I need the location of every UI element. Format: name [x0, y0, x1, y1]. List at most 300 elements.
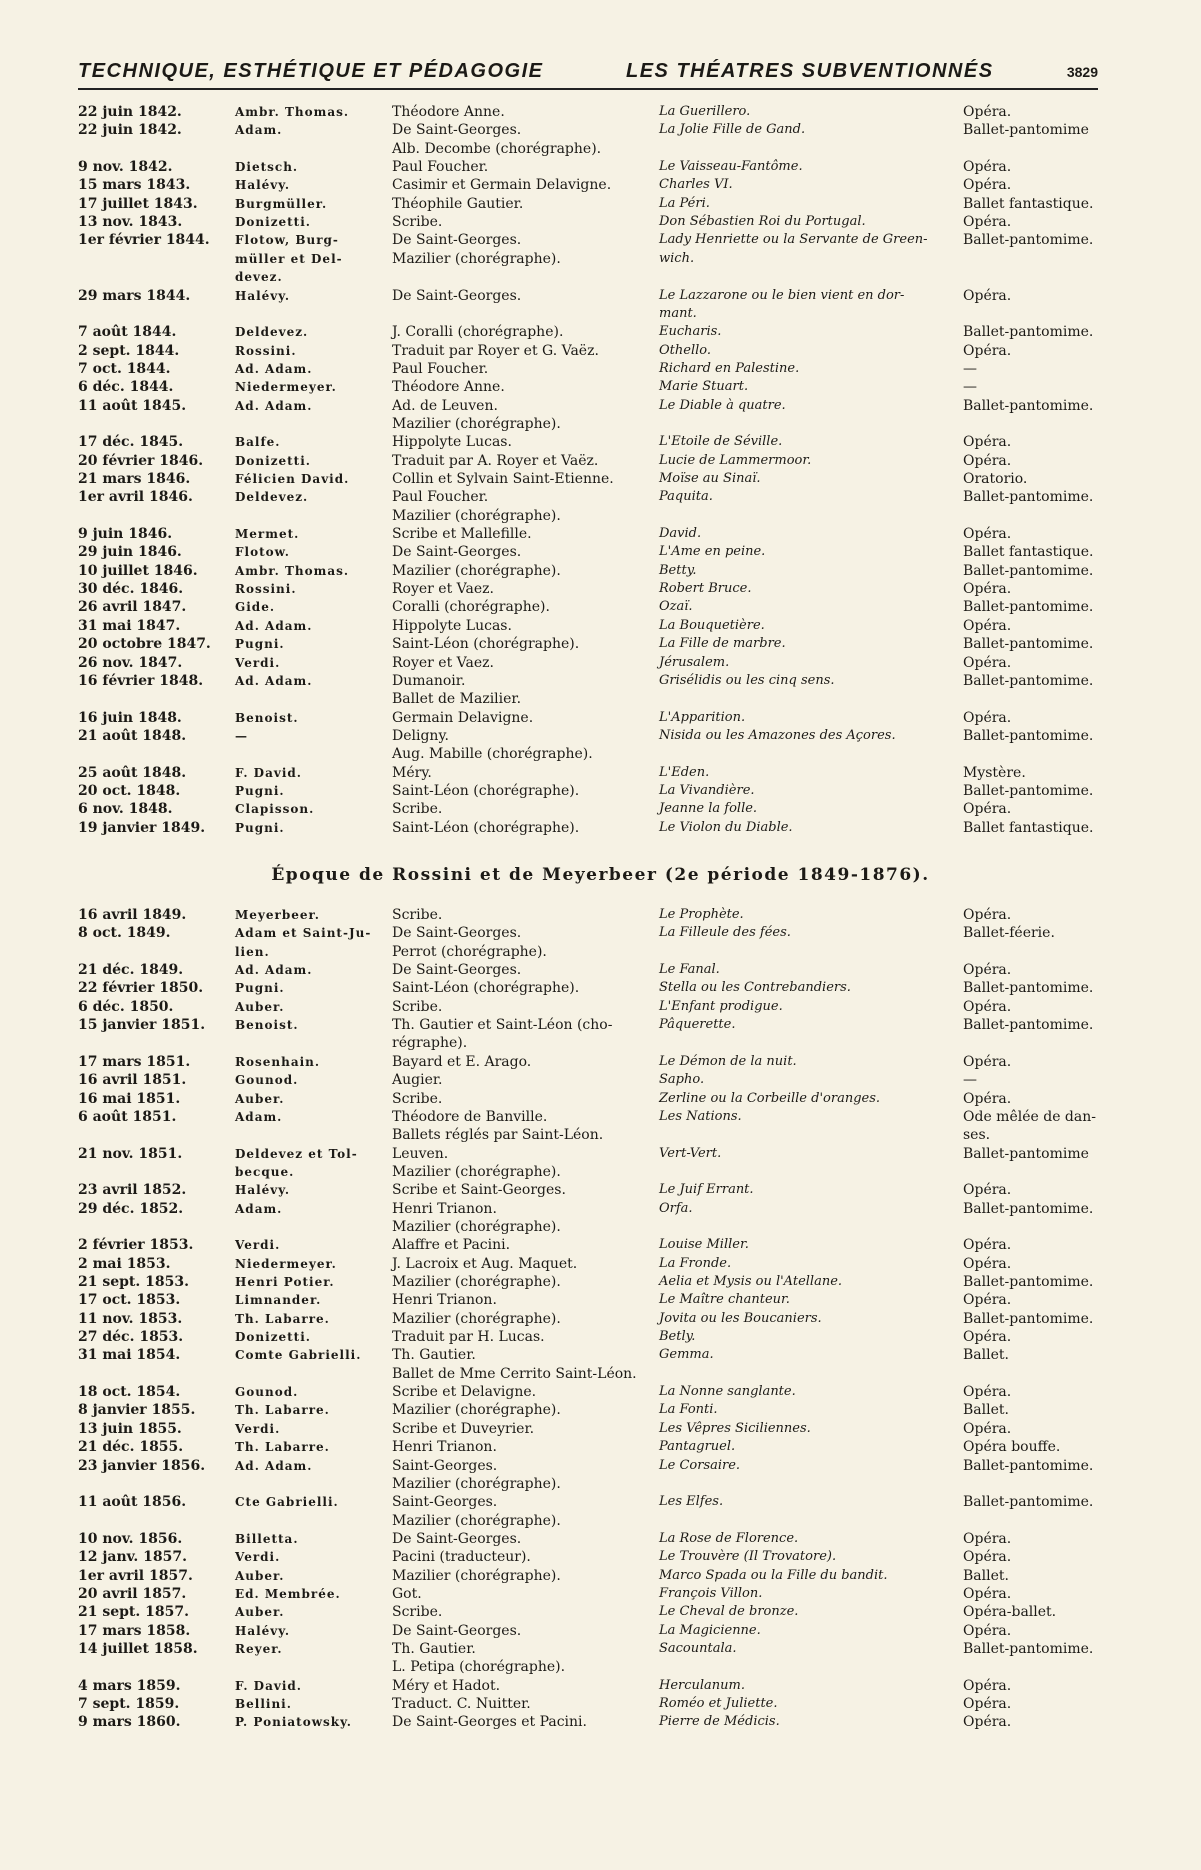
author-cell: Hippolyte Lucas.	[392, 434, 512, 451]
composer-cell: Billetta.	[235, 1531, 299, 1546]
table-row	[0, 324, 1201, 342]
composer-cell: Reyer.	[235, 1642, 283, 1656]
date-cell: 7 oct. 1844.	[78, 360, 171, 377]
date-cell: 17 mars 1858.	[78, 1622, 191, 1639]
composer-cell: Auber.	[235, 1568, 285, 1583]
genre-cell: Opéra.	[963, 287, 1012, 304]
author-cell: Scribe.	[392, 1604, 443, 1621]
title-cell: Lucie de Lammermoor.	[659, 452, 812, 468]
genre-cell: Ballet fantastique.	[963, 544, 1094, 561]
date-cell: 16 juin 1848.	[78, 709, 182, 726]
composer-cell: Th. Labarre.	[235, 1311, 330, 1326]
section-title: Époque de Rossini et de Meyerbeer (2e période 1849-1876).	[271, 865, 930, 885]
genre-cell: Mystère.	[963, 764, 1026, 781]
genre-cell: Ballet-pantomime.	[963, 1200, 1094, 1217]
table-row	[0, 1623, 1201, 1641]
composer-cell: Verdi.	[235, 1238, 281, 1253]
date-cell: 23 janvier 1856.	[78, 1457, 206, 1474]
table-row	[0, 1678, 1201, 1696]
composer-cell: Henri Potier.	[235, 1275, 335, 1289]
author-cell: De Saint-Georges.	[392, 925, 522, 942]
author-cell: Mazilier (chorégraphe).	[392, 415, 561, 432]
author-cell: Ballet de Mazilier.	[392, 691, 522, 708]
author-cell: Mazilier (chorégraphe).	[392, 250, 561, 267]
date-cell: 19 janvier 1849.	[78, 819, 206, 836]
title-cell: Moïse au Sinaï.	[659, 471, 761, 486]
title-cell: La Rose de Florence.	[659, 1530, 799, 1546]
author-cell: Saint-Léon (chorégraphe).	[392, 782, 580, 799]
table-row	[0, 1017, 1201, 1035]
composer-cell: Rosenhain.	[235, 1054, 321, 1069]
table-row	[0, 636, 1201, 654]
author-cell: L. Petipa (chorégraphe).	[392, 1659, 566, 1676]
table-row	[0, 1641, 1201, 1659]
title-cell: Aelia et Mysis ou l'Atellane.	[659, 1274, 843, 1289]
genre-cell: Ballet-féerie.	[963, 925, 1055, 942]
author-cell: Saint-Georges.	[392, 1457, 498, 1474]
table-row	[0, 122, 1201, 140]
genre-cell: Ballet-pantomime.	[963, 232, 1094, 249]
date-cell: 1er février 1844.	[78, 232, 210, 249]
author-cell: Scribe et Saint-Georges.	[392, 1182, 566, 1199]
date-cell: 20 février 1846.	[78, 452, 204, 469]
composer-cell: Donizetti.	[235, 453, 311, 468]
genre-cell: Opéra.	[963, 801, 1012, 818]
composer-cell: Cte Gabrielli.	[235, 1495, 339, 1510]
title-cell: Le Juif Errant.	[659, 1182, 754, 1198]
composer-cell: Adam.	[235, 1109, 283, 1124]
date-cell: 26 avril 1847.	[78, 599, 187, 616]
table-row	[0, 343, 1201, 361]
table-row	[0, 1109, 1201, 1127]
date-cell: 21 déc. 1855.	[78, 1439, 184, 1456]
genre-cell: Opéra.	[963, 1549, 1012, 1566]
date-cell: 22 février 1850.	[78, 980, 204, 997]
table-row	[0, 232, 1201, 250]
title-cell: François Villon.	[659, 1585, 763, 1601]
table-row	[0, 1035, 1201, 1053]
table-row	[0, 379, 1201, 397]
title-cell: L'Etoile de Séville.	[659, 434, 783, 450]
page-number: 3829	[1066, 64, 1098, 80]
genre-cell: Opéra.	[963, 1237, 1012, 1254]
table-row	[0, 1146, 1201, 1164]
composer-cell: Rossini.	[235, 582, 297, 597]
title-cell: Lady Henriette ou la Servante de Green-	[659, 232, 928, 248]
date-cell: 17 juillet 1843.	[78, 195, 198, 212]
composer-cell: Ad. Adam.	[235, 361, 313, 376]
genre-cell: Opéra.	[963, 1696, 1012, 1713]
genre-cell: Ballet-pantomime.	[963, 636, 1094, 653]
table-row	[0, 177, 1201, 195]
composer-cell: Rossini.	[235, 343, 297, 358]
author-cell: Saint-Georges.	[392, 1494, 498, 1511]
composer-cell: Deldevez et Tol-	[235, 1146, 358, 1161]
composer-cell: Mermet.	[235, 527, 300, 542]
date-cell: 16 avril 1851.	[78, 1072, 187, 1089]
author-cell: Scribe et Duveyrier.	[392, 1420, 535, 1437]
author-cell: Scribe et Delavigne.	[392, 1384, 537, 1401]
date-cell: 2 février 1853.	[78, 1237, 194, 1254]
title-cell: Pâquerette.	[659, 1017, 736, 1033]
author-cell: Th. Gautier.	[392, 1347, 476, 1364]
table-row	[0, 1347, 1201, 1365]
author-cell: Henri Trianon.	[392, 1439, 497, 1456]
table-row	[0, 1659, 1201, 1677]
genre-cell: Opéra.	[963, 654, 1012, 671]
genre-cell: Ballet-pantomime	[963, 1145, 1089, 1162]
table-row	[0, 1439, 1201, 1457]
table-row	[0, 434, 1201, 452]
genre-cell: Opéra.	[963, 1384, 1012, 1401]
composer-cell: Limnander.	[235, 1293, 322, 1308]
table-row	[0, 306, 1201, 324]
composer-cell: Verdi.	[235, 655, 281, 670]
genre-cell: Opéra.	[963, 962, 1012, 979]
title-cell: Les Nations.	[659, 1108, 742, 1124]
genre-cell: Ballet-pantomime.	[963, 1641, 1094, 1657]
table-row	[0, 1311, 1201, 1329]
author-cell: De Saint-Georges.	[392, 1622, 522, 1639]
author-cell: Royer et Vaez.	[392, 654, 494, 671]
author-cell: Aug. Mabille (chorégraphe).	[392, 746, 593, 763]
title-cell: La Péri.	[659, 195, 710, 211]
composer-cell: Donizetti.	[235, 1330, 311, 1345]
date-cell: 26 nov. 1847.	[78, 654, 183, 671]
title-cell: Betty.	[659, 562, 697, 578]
table-row	[0, 980, 1201, 998]
genre-cell: Opéra.	[963, 1677, 1012, 1694]
composer-cell: Auber.	[235, 1605, 285, 1620]
title-cell: Le Lazzarone ou le bien vient en dor-	[659, 287, 905, 303]
table-row	[0, 1421, 1201, 1439]
author-cell: Traduct. C. Nuitter.	[392, 1696, 531, 1713]
composer-cell: F. David.	[235, 765, 302, 780]
table-row	[0, 801, 1201, 819]
date-cell: 7 août 1844.	[78, 324, 177, 341]
author-cell: Mazilier (chorégraphe).	[392, 562, 561, 579]
genre-cell: Opéra bouffe.	[963, 1439, 1061, 1456]
genre-cell: Opéra.	[963, 709, 1012, 726]
genre-cell: Ballet-pantomime.	[963, 1494, 1094, 1511]
running-header	[78, 58, 1098, 90]
table-row	[0, 196, 1201, 214]
date-cell: 23 avril 1852.	[78, 1182, 187, 1199]
composer-cell: Benoist.	[235, 710, 299, 725]
author-cell: Perrot (chorégraphe).	[392, 943, 547, 960]
date-cell: 2 sept. 1844.	[78, 342, 180, 359]
composer-cell: becque.	[235, 1164, 295, 1179]
date-cell: 9 nov. 1842.	[78, 159, 173, 176]
table-row	[0, 618, 1201, 636]
genre-cell: Opéra.	[963, 159, 1012, 176]
composer-cell: —	[235, 728, 248, 743]
date-cell: 21 nov. 1851.	[78, 1145, 183, 1162]
author-cell: Saint-Léon (chorégraphe).	[392, 636, 580, 653]
date-cell: 11 août 1845.	[78, 397, 187, 414]
genre-cell: Opéra.	[963, 342, 1012, 359]
title-cell: La Guerillero.	[659, 104, 751, 119]
date-cell: 15 mars 1843.	[78, 177, 191, 194]
table-row	[0, 1091, 1201, 1109]
table-row	[0, 1219, 1201, 1237]
genre-cell: Opéra.	[963, 526, 1012, 543]
date-cell: 14 juillet 1858.	[78, 1641, 198, 1657]
table-row	[0, 962, 1201, 980]
author-cell: Mazilier (chorégraphe).	[392, 1475, 561, 1492]
date-cell: 29 déc. 1852.	[78, 1200, 184, 1217]
genre-cell: —	[963, 360, 977, 377]
genre-cell: Ballet-pantomime.	[963, 1017, 1094, 1034]
composer-cell: Adam.	[235, 123, 283, 138]
title-cell: La Fronde.	[659, 1255, 732, 1271]
genre-cell: Opéra.	[963, 214, 1012, 231]
date-cell: 17 mars 1851.	[78, 1053, 191, 1070]
author-cell: Royer et Vaez.	[392, 581, 494, 598]
table-row	[0, 1586, 1201, 1604]
table-row	[0, 508, 1201, 526]
genre-cell: Oratorio.	[963, 471, 1028, 487]
genre-cell: Opéra.	[963, 1090, 1012, 1107]
author-cell: Deligny.	[392, 727, 449, 744]
genre-cell: ses.	[963, 1127, 991, 1144]
table-row	[0, 1604, 1201, 1622]
genre-cell: Opéra.	[963, 1329, 1012, 1346]
table-row	[0, 1182, 1201, 1200]
table-row	[0, 1274, 1201, 1292]
composer-cell: Pugni.	[235, 783, 285, 798]
date-cell: 11 août 1856.	[78, 1494, 187, 1511]
genre-cell: Ballet.	[963, 1567, 1009, 1584]
table-row	[0, 1237, 1201, 1255]
title-cell: David.	[659, 526, 702, 542]
table-row	[0, 1201, 1201, 1219]
author-cell: Henri Trianon.	[392, 1292, 497, 1309]
table-row	[0, 544, 1201, 562]
table-row	[0, 1696, 1201, 1714]
genre-cell: Opéra.	[963, 1420, 1012, 1437]
title-cell: Le Démon de la nuit.	[659, 1053, 797, 1069]
title-cell: La Filleule des fées.	[659, 925, 791, 941]
table-row	[0, 1366, 1201, 1384]
title-cell: Robert Bruce.	[659, 581, 752, 597]
date-cell: 21 sept. 1853.	[78, 1274, 189, 1290]
date-cell: 17 déc. 1845.	[78, 434, 184, 451]
date-cell: 6 nov. 1848.	[78, 801, 173, 818]
genre-cell: Ballet fantastique.	[963, 195, 1094, 212]
genre-cell: Opéra.	[963, 452, 1012, 469]
title-cell: Les Vêpres Siciliennes.	[659, 1420, 811, 1436]
composer-cell: Adam et Saint-Ju-	[235, 926, 372, 941]
table-row	[0, 214, 1201, 232]
composer-cell: Ad. Adam.	[235, 673, 313, 688]
table-row	[0, 728, 1201, 746]
author-cell: Paul Foucher.	[392, 489, 489, 506]
composer-cell: Donizetti.	[235, 215, 311, 230]
genre-cell: Ballet-pantomime.	[963, 599, 1094, 616]
date-cell: 30 déc. 1846.	[78, 581, 184, 598]
composer-cell: müller et Del-	[235, 251, 343, 266]
title-cell: Pantagruel.	[659, 1439, 736, 1455]
composer-cell: Gounod.	[235, 1385, 299, 1400]
date-cell: 13 juin 1855.	[78, 1420, 182, 1437]
title-cell: Orfa.	[659, 1200, 693, 1216]
date-cell: 31 mai 1854.	[78, 1347, 181, 1364]
author-cell: Paul Foucher.	[392, 159, 489, 176]
table-row	[0, 159, 1201, 177]
date-cell: 13 nov. 1843.	[78, 214, 183, 231]
date-cell: 10 nov. 1856.	[78, 1530, 183, 1547]
table-row	[0, 691, 1201, 709]
author-cell: De Saint-Georges.	[392, 962, 522, 979]
genre-cell: Opéra.	[963, 1530, 1012, 1547]
genre-cell: Ballet-pantomime.	[963, 489, 1094, 506]
author-cell: Théodore Anne.	[392, 379, 505, 396]
date-cell: 9 mars 1860.	[78, 1714, 181, 1731]
table-row	[0, 1127, 1201, 1145]
author-cell: Mazilier (chorégraphe).	[392, 1274, 561, 1290]
date-cell: 7 sept. 1859.	[78, 1696, 180, 1713]
date-cell: 20 octobre 1847.	[78, 636, 211, 653]
title-cell: Gemma.	[659, 1347, 714, 1363]
table-row	[0, 925, 1201, 943]
composer-cell: Verdi.	[235, 1550, 281, 1565]
author-cell: Mazilier (chorégraphe).	[392, 1512, 561, 1529]
title-cell: Pierre de Médicis.	[659, 1714, 780, 1730]
title-cell: mant.	[659, 305, 697, 321]
title-cell: L'Eden.	[659, 764, 710, 780]
author-cell: De Saint-Georges.	[392, 1530, 522, 1547]
date-cell: 17 oct. 1853.	[78, 1292, 181, 1309]
author-cell: Mazilier (chorégraphe).	[392, 1402, 561, 1419]
table-row	[0, 288, 1201, 306]
table-row	[0, 1054, 1201, 1072]
genre-cell: Ballet-pantomime.	[963, 1457, 1094, 1474]
date-cell: 18 oct. 1854.	[78, 1384, 181, 1401]
title-cell: Le Diable à quatre.	[659, 397, 786, 413]
composer-cell: Ambr. Thomas.	[235, 563, 350, 578]
genre-cell: Ballet-pantomime.	[963, 672, 1094, 689]
title-cell: Marco Spada ou la Fille du bandit.	[659, 1567, 888, 1583]
author-cell: Bayard et E. Arago.	[392, 1053, 532, 1070]
title-cell: L'Apparition.	[659, 709, 746, 725]
title-cell: Zerline ou la Corbeille d'oranges.	[659, 1090, 881, 1106]
composer-cell: Auber.	[235, 999, 285, 1014]
author-cell: De Saint-Georges.	[392, 122, 522, 139]
title-cell: Jeanne la folle.	[659, 801, 758, 817]
genre-cell: Ballet-pantomime.	[963, 562, 1094, 579]
title-cell: L'Ame en peine.	[659, 544, 766, 560]
genre-cell: Opéra.	[963, 907, 1012, 923]
title-cell: La Fille de marbre.	[659, 636, 786, 652]
table-row	[0, 563, 1201, 581]
title-cell: Le Corsaire.	[659, 1457, 741, 1473]
genre-cell: Opéra.	[963, 434, 1012, 451]
title-cell: L'Enfant prodigue.	[659, 998, 783, 1014]
table-row	[0, 1714, 1201, 1732]
table-row	[0, 361, 1201, 379]
author-cell: Ballet de Mme Cerrito Saint-Léon.	[392, 1365, 637, 1382]
table-row	[0, 710, 1201, 728]
author-cell: Traduit par H. Lucas.	[392, 1329, 545, 1346]
genre-cell: Opéra.	[963, 1622, 1012, 1639]
table-row	[0, 1072, 1201, 1090]
author-cell: Henri Trianon.	[392, 1200, 497, 1217]
date-cell: 21 mars 1846.	[78, 471, 191, 487]
composer-cell: Bellini.	[235, 1697, 292, 1712]
composer-cell: Meyerbeer.	[235, 908, 320, 922]
date-cell: 15 janvier 1851.	[78, 1017, 206, 1034]
table-row	[0, 1292, 1201, 1310]
date-cell: 29 mars 1844.	[78, 287, 191, 304]
date-cell: 10 juillet 1846.	[78, 562, 198, 579]
author-cell: Scribe.	[392, 801, 443, 818]
composer-cell: Halévy.	[235, 288, 291, 303]
table-row	[0, 999, 1201, 1017]
title-cell: Jovita ou les Boucaniers.	[659, 1310, 822, 1326]
genre-cell: Opéra.	[963, 104, 1012, 120]
title-cell: Le Violon du Diable.	[659, 819, 793, 835]
composer-cell: Comte Gabrielli.	[235, 1348, 362, 1363]
title-cell: Marie Stuart.	[659, 379, 749, 395]
table-row	[0, 820, 1201, 838]
author-cell: Germain Delavigne.	[392, 709, 534, 726]
composer-cell: Burgmüller.	[235, 196, 328, 211]
composer-cell: Clapisson.	[235, 802, 315, 817]
date-cell: 16 février 1848.	[78, 672, 204, 689]
table-row	[0, 1549, 1201, 1567]
author-cell: Mazilier (chorégraphe).	[392, 1567, 561, 1584]
author-cell: J. Coralli (chorégraphe).	[392, 324, 564, 341]
title-cell: Le Vaisseau-Fantôme.	[659, 159, 803, 175]
date-cell: 22 juin 1842.	[78, 122, 182, 139]
genre-cell: Ballet-pantomime	[963, 122, 1089, 139]
date-cell: 20 oct. 1848.	[78, 782, 181, 799]
table-row	[0, 1513, 1201, 1531]
title-cell: La Bouquetière.	[659, 617, 765, 633]
title-cell: Roméo et Juliette.	[659, 1696, 778, 1712]
author-cell: De Saint-Georges.	[392, 544, 522, 561]
author-cell: Mazilier (chorégraphe).	[392, 1218, 561, 1235]
table-row	[0, 1476, 1201, 1494]
date-cell: 1er avril 1846.	[78, 489, 193, 506]
author-cell: Hippolyte Lucas.	[392, 617, 512, 634]
title-cell: Le Prophète.	[659, 907, 744, 922]
author-cell: Théodore Anne.	[392, 104, 505, 120]
table-row	[0, 453, 1201, 471]
author-cell: Scribe.	[392, 1090, 443, 1107]
genre-cell: Ballet-pantomime.	[963, 980, 1094, 997]
genre-cell: Opéra.	[963, 177, 1012, 194]
author-cell: Traduit par Royer et G. Vaëz.	[392, 342, 599, 359]
composer-cell: Gide.	[235, 600, 276, 615]
author-cell: J. Lacroix et Aug. Maquet.	[392, 1255, 578, 1272]
table-row	[0, 416, 1201, 434]
title-cell: Paquita.	[659, 489, 713, 505]
title-cell: Betly.	[659, 1329, 696, 1345]
genre-cell: Ballet-pantomime.	[963, 1274, 1094, 1290]
genre-cell: Opéra.	[963, 581, 1012, 598]
table-row	[0, 1164, 1201, 1182]
title-cell: Le Maître chanteur.	[659, 1292, 790, 1308]
author-cell: Saint-Léon (chorégraphe).	[392, 980, 580, 997]
genre-cell: Opéra.	[963, 617, 1012, 634]
genre-cell: Opéra.	[963, 1182, 1012, 1199]
table-row	[0, 581, 1201, 599]
date-cell: 2 mai 1853.	[78, 1255, 171, 1272]
composer-cell: Dietsch.	[235, 160, 299, 175]
title-cell: Sacountala.	[659, 1641, 737, 1656]
